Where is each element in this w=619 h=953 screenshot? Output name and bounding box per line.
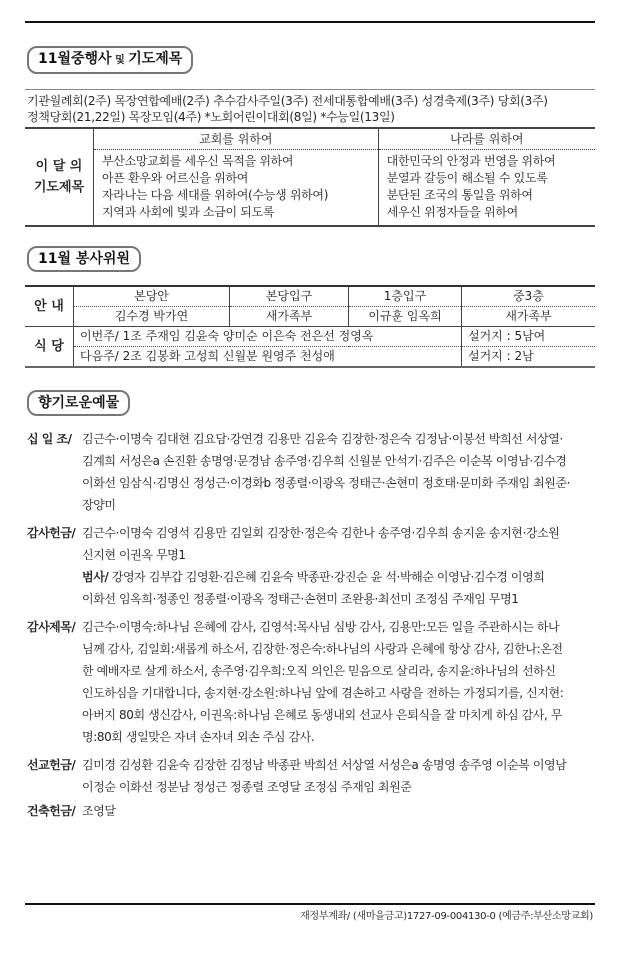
cafeteria-label: 식 당	[25, 327, 74, 368]
entry-label: 선교헌금/	[27, 758, 76, 772]
events-line: 기관월례회(2주) 목장연합예배(2주) 추수감사주일(3주) 전세대통합예배(3주) 성경축제(3주) 당회(3주)	[27, 94, 548, 108]
service-section-heading: 11월 봉사위원	[27, 246, 141, 272]
name-line: 이정순 이화선 정분남 정성근 정종렬 조영달 조정심 주재임 최원준	[82, 780, 412, 794]
prayer-item: 지역과 사회에 빛과 소금이 되도록	[102, 205, 275, 219]
cafeteria-team: 다음주/ 2조 김봉화 고성희 신월분 원영주 천성애	[74, 347, 462, 368]
name-line: 김근수·이명숙 김영석 김용만 김일회 김장한·정은숙 김한나 송주영·김우희 송지윤 송지현·강소원	[82, 526, 560, 540]
building-offering-entry	[27, 800, 597, 822]
dishwashing-duty: 설거지 : 5남여	[462, 327, 596, 347]
name-line: 이화선 임삼식·김명신 정성근·이경화b 정종렬·이광옥 정태근·손현미 정호태·문미화 주재임 최원준·	[82, 476, 571, 490]
sub-label: 범사/	[82, 570, 109, 584]
entry-label: 십 일 조/	[27, 432, 72, 446]
finance-account: 재정부계좌/ (새마을금고)1727-09-004130-0 (예금주:부산소망교회)	[300, 911, 593, 922]
nation-header: 나라를 위하여	[378, 128, 595, 150]
prayer-item: 분열과 갈등이 해소될 수 있도록	[386, 171, 548, 185]
entry-label: 건축헌금/	[27, 804, 76, 818]
events-line: 정책당회(21,22일) 목장모임(4주) *노회어린이대회(8일) *수능일(13일)	[27, 110, 395, 124]
label-line: 기도제목	[33, 180, 85, 195]
mission-offering-entry	[27, 754, 597, 798]
guide-header: 본당입구	[230, 286, 349, 307]
guide-header: 중3층	[462, 286, 596, 307]
top-rule	[25, 21, 595, 23]
offering-section-heading: 향기로운예물	[27, 390, 130, 416]
guide-header: 본당안	[74, 286, 230, 307]
monthly-events	[27, 93, 597, 125]
guide-header: 1층입구	[349, 286, 462, 307]
heading-text: 11월중행사	[38, 51, 112, 67]
name-line: 강영자 김부갑 김영환·김은혜 김윤숙 박종판·강진순 윤 석·박해순 이영남·김수경 이영희	[108, 570, 545, 584]
guide-value: 새가족부	[230, 307, 349, 327]
prayer-item: 자라나는 다음 세대를 위하여(수능생 위하여)	[102, 188, 329, 202]
guide-value: 김수경 박가연	[74, 307, 230, 327]
name-line: 김미경 김성환 김윤숙 김장한 김정남 박종판 박희선 서상열 서성은a 송명영 송주영 이순복 이영남	[82, 758, 567, 772]
church-prayer-list	[94, 150, 379, 227]
prayer-item: 아픈 환우와 어르신을 위하여	[102, 171, 249, 185]
entry-label: 감사제목/	[27, 620, 76, 634]
guide-value: 새가족부	[505, 309, 552, 323]
text-line: 한 예배자로 살게 하소서, 송주영·김우희:오직 의인은 믿음으로 살리라, 송지윤:하나님의 선하신	[82, 664, 556, 678]
thanks-titles-entry	[27, 616, 597, 748]
entry-label: 감사헌금/	[27, 526, 76, 540]
cafeteria-team: 이번주/ 1조 주재임 김윤숙 양미순 이은숙 전은선 정영옥	[74, 327, 462, 347]
guide-value: 이규훈 임옥희	[349, 307, 462, 327]
text-line: 김근수·이명숙:하나님 은혜에 감사, 김영석:목사님 심방 감사, 김용만:모든 일을 주관하시는 하나	[82, 620, 560, 634]
text-line: 명:80회 생일맞은 자녀 손자녀 외손 주심 감사.	[82, 730, 315, 744]
church-header: 교회를 위하여	[94, 128, 379, 150]
thanks-offering-entry	[27, 522, 597, 610]
name-line: 김계희 서성은a 손진환 송명영·문경남 송주영·김우희 신월분 안석기·김주은 이순복 이영남·김수경	[82, 454, 567, 468]
heading-text: 기도제목	[128, 51, 183, 67]
text-line: 인도하심을 기대합니다, 송지현·강소원:하나님 앞에 겸손하고 사랑을 전하는 가정되기를, 신지현:	[82, 686, 564, 700]
label-line: 이 달 의	[35, 159, 83, 174]
heading-conjunction: 및	[111, 55, 129, 66]
name-line: 장양미	[82, 498, 116, 512]
guide-label: 안 내	[25, 286, 74, 327]
name-line: 이화선 임옥희·정종인 정종렬·이광옥 정태근·손현미 조완용·최선미 조정심 주재임 무명1	[82, 592, 519, 606]
offering-list	[27, 428, 597, 822]
text-line: 님께 감사, 김일회:새롭게 하소서, 김장한·정은숙:하나님의 사랑과 은혜에 항상 감사, 김한나:온전	[82, 642, 563, 656]
events-section-heading	[27, 46, 193, 74]
name-line: 조영달	[82, 804, 116, 818]
prayer-item: 세우신 위정자들을 위하여	[386, 205, 518, 219]
volunteers-table	[25, 285, 595, 368]
tithe-entry	[27, 428, 597, 516]
divider	[25, 89, 595, 90]
dishwashing-duty: 설거지 : 2남	[468, 349, 534, 363]
prayer-item: 분단된 조국의 통일을 위하여	[386, 188, 533, 202]
prayer-item: 대한민국의 안정과 번영을 위하여	[386, 154, 556, 168]
text-line: 아버지 80회 생신감사, 이권옥:하나님 은혜로 동생내외 선교사 은퇴식을 잘 마치게 하심 감사, 무	[82, 708, 563, 722]
general-thanks-line	[82, 566, 559, 588]
name-line: 신지현 이권옥 무명1	[82, 548, 186, 562]
prayer-topics-table	[25, 127, 595, 227]
name-line: 김근수·이명숙 김대현 김요담·강연경 김용만 김윤숙 김장한·정은숙 김정남·이봉선 박희선 서상열·	[82, 432, 563, 446]
bottom-rule	[25, 903, 595, 905]
prayer-label	[25, 128, 94, 226]
nation-prayer-list	[378, 150, 595, 227]
prayer-item: 부산소망교회를 세우신 목적을 위하여	[102, 154, 294, 168]
